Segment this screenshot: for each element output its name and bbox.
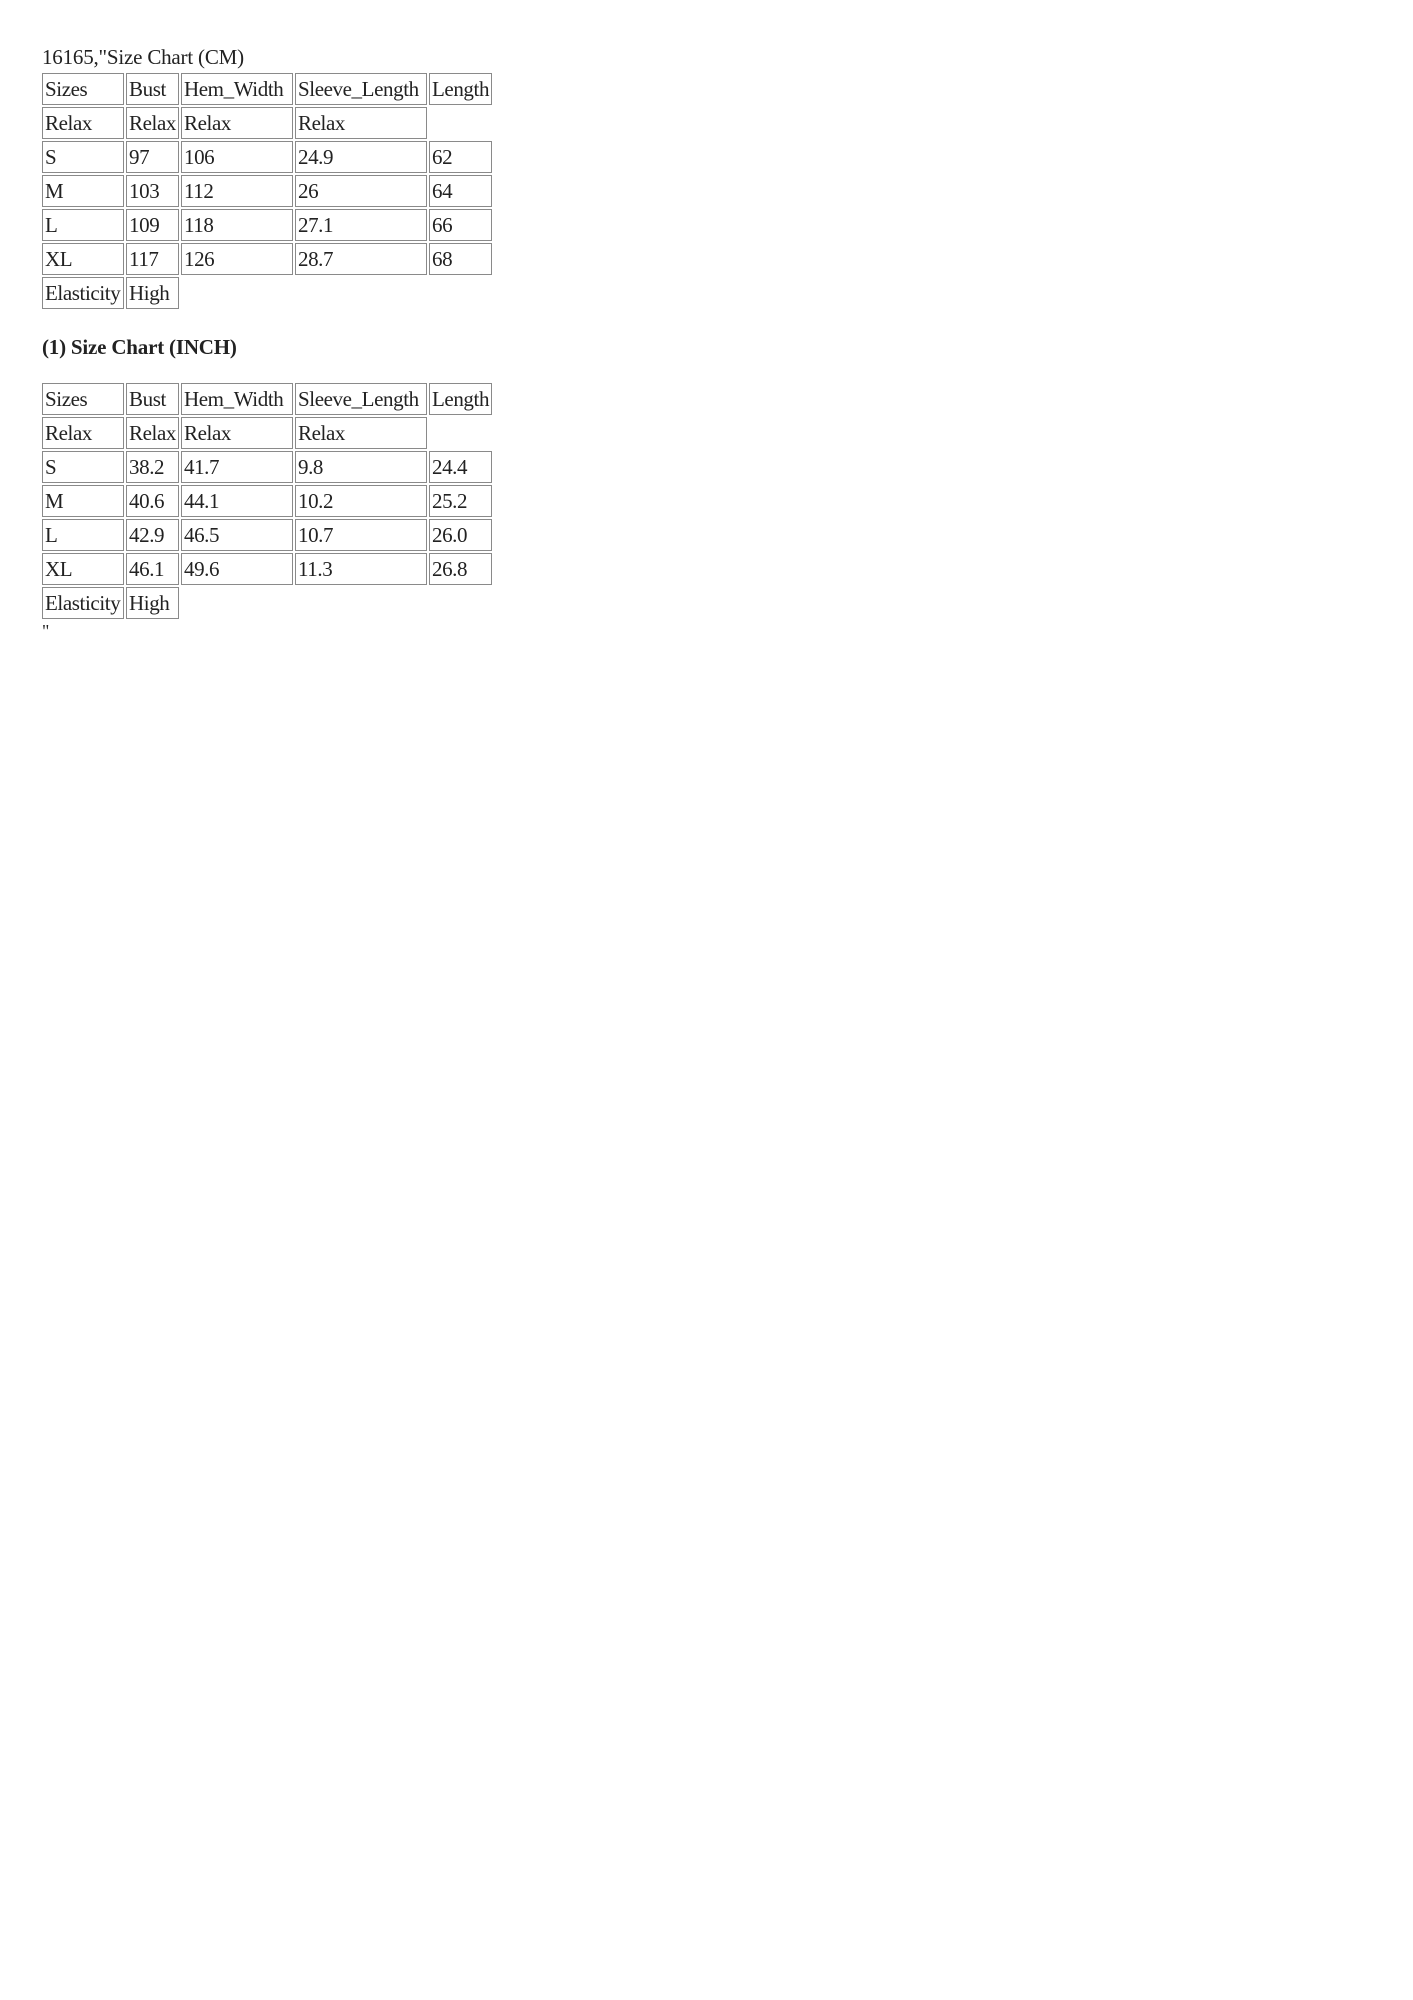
bust-cell: 103 <box>126 175 179 207</box>
table-row <box>42 209 492 241</box>
bust-cell: 46.1 <box>126 553 179 585</box>
size-cell: L <box>42 209 124 241</box>
empty-cell <box>429 277 492 309</box>
length-cell: 62 <box>429 141 492 173</box>
fit-cell: Relax <box>295 417 427 449</box>
size-chart-cm-table <box>40 71 494 311</box>
bust-cell: 97 <box>126 141 179 173</box>
header-cell-bust: Bust <box>126 383 179 415</box>
header-cell-sleeve-length: Sleeve_Length <box>295 383 427 415</box>
table-row <box>42 175 492 207</box>
size-cell: S <box>42 141 124 173</box>
fit-cell: Relax <box>181 417 293 449</box>
header-cell-sizes: Sizes <box>42 383 124 415</box>
elasticity-label-cell: Elasticity <box>42 587 124 619</box>
table-header-row <box>42 73 492 105</box>
fit-row <box>42 417 492 449</box>
size-cell: M <box>42 485 124 517</box>
length-cell: 68 <box>429 243 492 275</box>
sleeve-length-cell: 26 <box>295 175 427 207</box>
fit-cell: Relax <box>181 107 293 139</box>
table-row <box>42 485 492 517</box>
hem-width-cell: 49.6 <box>181 553 293 585</box>
header-cell-hem-width: Hem_Width <box>181 73 293 105</box>
size-cell: XL <box>42 243 124 275</box>
header-cell-sleeve-length: Sleeve_Length <box>295 73 427 105</box>
sleeve-length-cell: 24.9 <box>295 141 427 173</box>
header-cell-bust: Bust <box>126 73 179 105</box>
table-row <box>42 243 492 275</box>
table-header-row <box>42 383 492 415</box>
fit-row <box>42 107 492 139</box>
elasticity-value-cell: High <box>126 277 179 309</box>
fit-cell-empty <box>429 107 492 139</box>
table-row <box>42 519 492 551</box>
sleeve-length-cell: 9.8 <box>295 451 427 483</box>
table-row <box>42 141 492 173</box>
elasticity-row <box>42 587 492 619</box>
closing-quote-mark: " <box>42 621 50 641</box>
document-body <box>42 43 494 641</box>
fit-cell: Relax <box>295 107 427 139</box>
hem-width-cell: 46.5 <box>181 519 293 551</box>
intro-line: 16165,"Size Chart (CM) <box>42 45 244 69</box>
empty-cell <box>181 277 293 309</box>
header-cell-sizes: Sizes <box>42 73 124 105</box>
size-cell: M <box>42 175 124 207</box>
sleeve-length-cell: 27.1 <box>295 209 427 241</box>
fit-cell: Relax <box>42 107 124 139</box>
length-cell: 24.4 <box>429 451 492 483</box>
empty-cell <box>295 587 427 619</box>
sleeve-length-cell: 11.3 <box>295 553 427 585</box>
bust-cell: 40.6 <box>126 485 179 517</box>
elasticity-row <box>42 277 492 309</box>
size-cell: XL <box>42 553 124 585</box>
sleeve-length-cell: 28.7 <box>295 243 427 275</box>
bust-cell: 109 <box>126 209 179 241</box>
sleeve-length-cell: 10.2 <box>295 485 427 517</box>
fit-cell: Relax <box>126 107 179 139</box>
header-cell-hem-width: Hem_Width <box>181 383 293 415</box>
length-cell: 66 <box>429 209 492 241</box>
length-cell: 26.8 <box>429 553 492 585</box>
elasticity-value-cell: High <box>126 587 179 619</box>
hem-width-cell: 44.1 <box>181 485 293 517</box>
header-cell-length: Length <box>429 73 492 105</box>
hem-width-cell: 118 <box>181 209 293 241</box>
sleeve-length-cell: 10.7 <box>295 519 427 551</box>
size-cell: S <box>42 451 124 483</box>
fit-cell: Relax <box>126 417 179 449</box>
empty-cell <box>181 587 293 619</box>
fit-cell: Relax <box>42 417 124 449</box>
hem-width-cell: 106 <box>181 141 293 173</box>
hem-width-cell: 41.7 <box>181 451 293 483</box>
size-cell: L <box>42 519 124 551</box>
size-chart-inch-table <box>40 381 494 621</box>
empty-cell <box>295 277 427 309</box>
bust-cell: 42.9 <box>126 519 179 551</box>
empty-cell <box>429 587 492 619</box>
elasticity-label-cell: Elasticity <box>42 277 124 309</box>
hem-width-cell: 126 <box>181 243 293 275</box>
bust-cell: 38.2 <box>126 451 179 483</box>
fit-cell-empty <box>429 417 492 449</box>
hem-width-cell: 112 <box>181 175 293 207</box>
length-cell: 64 <box>429 175 492 207</box>
table-row <box>42 553 492 585</box>
inch-chart-heading: (1) Size Chart (INCH) <box>42 335 237 359</box>
header-cell-length: Length <box>429 383 492 415</box>
length-cell: 26.0 <box>429 519 492 551</box>
bust-cell: 117 <box>126 243 179 275</box>
length-cell: 25.2 <box>429 485 492 517</box>
table-row <box>42 451 492 483</box>
